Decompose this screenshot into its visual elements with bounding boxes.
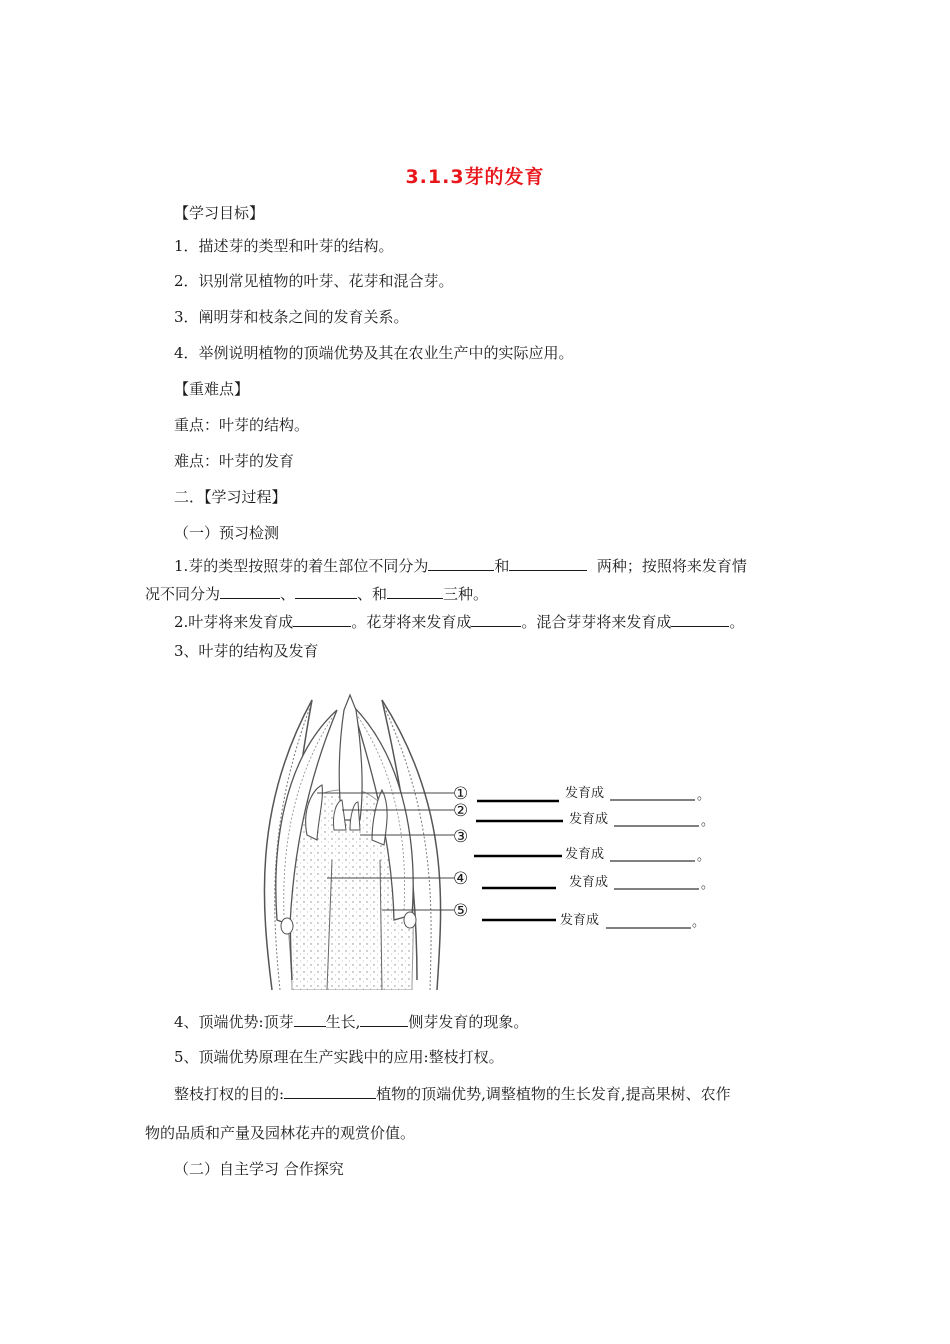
q1-text: 两种；按照将来发育情 — [596, 557, 747, 575]
develop-label: 发育成 — [569, 875, 609, 890]
develop-label: 发育成 — [565, 786, 605, 801]
q1-text: 和 — [494, 557, 510, 575]
q1-text: 、和 — [357, 585, 388, 603]
question-6-line-2: 物的品质和产量及园林花卉的观赏价值。 — [145, 1124, 416, 1142]
q2-text: 2.叶芽将来发育成 — [174, 613, 294, 631]
question-6-line-1 — [174, 1084, 731, 1103]
end-mark: 。 — [701, 877, 715, 892]
section1-heading: （一）预习检测 — [174, 524, 280, 542]
end-mark: 。 — [701, 814, 715, 829]
answer-blank[interactable] — [294, 1012, 326, 1027]
q2-text: 。 — [729, 613, 745, 631]
q4-text: 4、顶端优势:顶芽 — [174, 1013, 294, 1031]
q6-text: 植物的顶端优势,调整植物的生长发育,提高果树、农作 — [376, 1085, 731, 1103]
objective-item: 2．识别常见植物的叶芽、花芽和混合芽。 — [174, 272, 454, 290]
process-heading: 二．【学习过程】 — [174, 488, 287, 506]
q4-text: 生长, — [325, 1013, 361, 1031]
develop-label: 发育成 — [560, 913, 600, 928]
answer-blank[interactable] — [387, 584, 443, 599]
objective-item: 1．描述芽的类型和叶芽的结构。 — [174, 237, 394, 255]
q4-text: 侧芽发育的现象。 — [408, 1013, 529, 1031]
question-1-line-2 — [145, 584, 488, 603]
answer-blank[interactable] — [471, 612, 521, 627]
answer-blank[interactable] — [295, 584, 357, 599]
q1-text: 、 — [280, 585, 296, 603]
question-1-line-1 — [174, 556, 747, 575]
question-3: 3、叶芽的结构及发育 — [174, 642, 319, 660]
diagram-number: ② — [453, 801, 469, 821]
answer-blank[interactable] — [428, 556, 494, 571]
answer-blank[interactable] — [220, 584, 280, 599]
q1-text: 1.芽的类型按照芽的着生部位不同分为 — [174, 557, 429, 575]
end-mark: 。 — [697, 849, 711, 864]
diagram-number: ④ — [453, 869, 469, 889]
answer-blank[interactable] — [360, 1012, 408, 1027]
answer-blank[interactable] — [509, 556, 587, 571]
end-mark: 。 — [697, 788, 711, 803]
leaf-bud-diagram — [232, 690, 715, 990]
q2-text: 。花芽将来发育成 — [351, 613, 472, 631]
diagram-number: ① — [453, 784, 469, 804]
q6-text: 整枝打杈的目的: — [174, 1085, 285, 1103]
objective-item: 4．举例说明植物的顶端优势及其在农业生产中的实际应用。 — [174, 344, 574, 362]
answer-blank[interactable] — [284, 1084, 376, 1099]
objective-item: 3．阐明芽和枝条之间的发育关系。 — [174, 308, 409, 326]
end-mark: 。 — [692, 915, 706, 930]
answer-blank[interactable] — [671, 612, 729, 627]
q1-text: 三种。 — [443, 585, 489, 603]
difficult-point: 难点：叶芽的发育 — [174, 452, 295, 470]
question-5: 5、顶端优势原理在生产实践中的应用:整枝打杈。 — [174, 1048, 504, 1066]
develop-label: 发育成 — [565, 847, 605, 862]
question-4 — [174, 1012, 528, 1031]
leaf-bud-illustration — [232, 690, 715, 990]
page-title: 3.1.3芽的发育 — [405, 166, 545, 188]
keypoints-heading: 【重难点】 — [174, 380, 250, 398]
develop-label: 发育成 — [569, 812, 609, 827]
objectives-heading: 【学习目标】 — [174, 204, 265, 222]
answer-blank[interactable] — [293, 612, 351, 627]
q2-text: 。混合芽芽将来发育成 — [521, 613, 672, 631]
question-2 — [174, 612, 744, 631]
diagram-number: ⑤ — [453, 901, 469, 921]
section2-heading: （二）自主学习 合作探究 — [174, 1160, 344, 1178]
diagram-number: ③ — [453, 827, 469, 847]
key-point: 重点：叶芽的结构。 — [174, 416, 310, 434]
q1-text: 况不同分为 — [145, 585, 221, 603]
